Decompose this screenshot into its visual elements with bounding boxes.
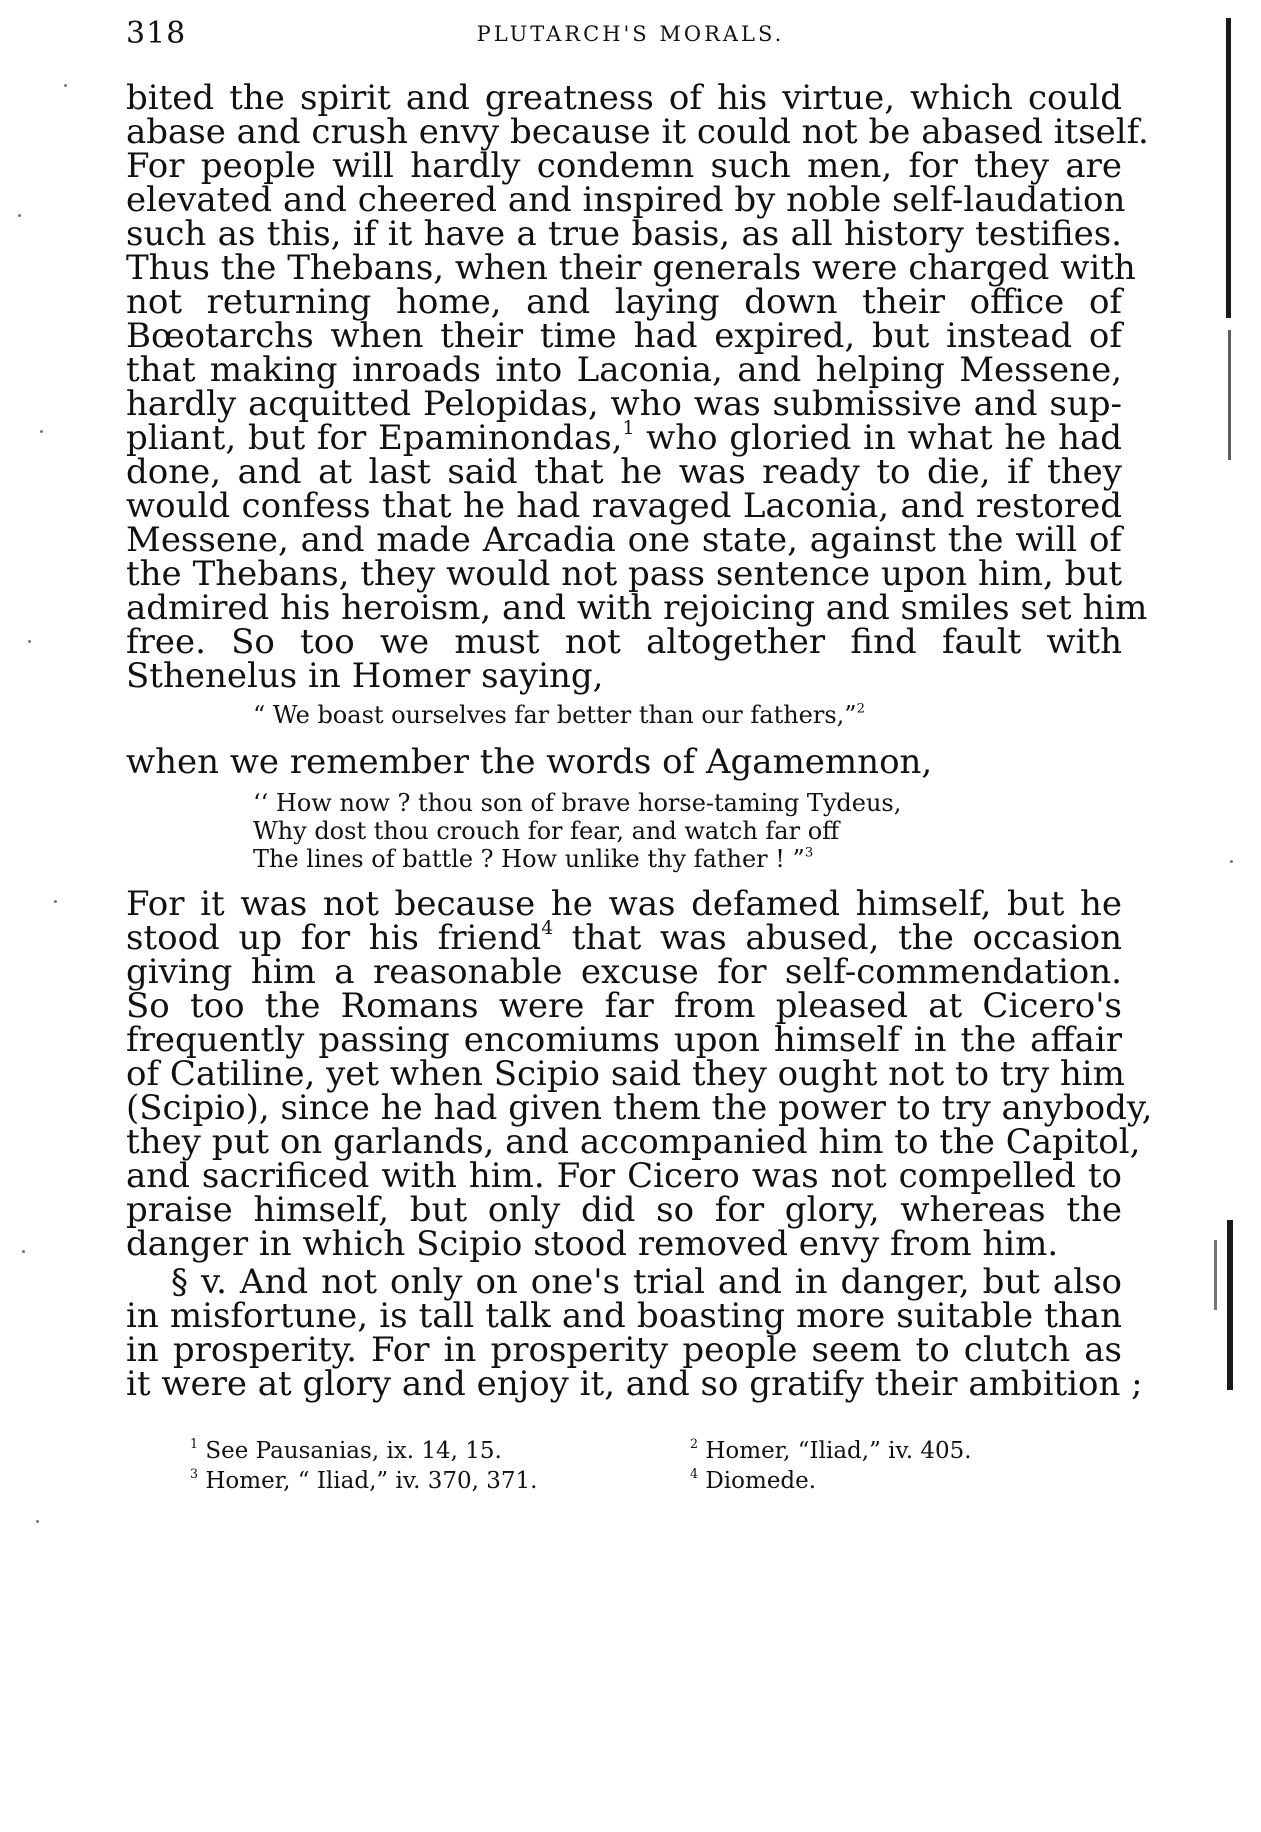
- scan-edge-mark: [1227, 1220, 1233, 1390]
- footnote: [690, 1436, 972, 1466]
- footnote-mark: 3: [190, 1465, 199, 1481]
- footnote-text: Homer, “ Iliad,” iv. 370, 371.: [205, 1468, 538, 1494]
- scan-edge-mark: [1226, 18, 1231, 318]
- text-line: For people will hardly condemn such men, for they are: [126, 146, 1122, 186]
- scan-edge-mark: [1214, 1240, 1217, 1310]
- text-line: the Thebans, they would not pass sentence upon him, but: [126, 554, 1122, 594]
- text-line: such as this, if it have a true basis, as all history testifies.: [126, 214, 1122, 254]
- text-line: abase and crush envy because it could not be abased itself.: [126, 112, 1149, 152]
- scan-speck: [54, 900, 57, 903]
- text-line: Sthenelus in Homer saying,: [126, 656, 604, 696]
- scan-speck: [28, 640, 31, 643]
- text-line: frequently passing encomiums upon himself in the affair: [126, 1020, 1122, 1060]
- text-line: would confess that he had ravaged Laconia, and restored: [126, 486, 1122, 526]
- running-head: PLUTARCH'S MORALS.: [476, 22, 785, 46]
- footnote: [190, 1436, 502, 1466]
- scan-speck: [18, 214, 21, 217]
- text-line: bited the spirit and greatness of his virtue, which could: [126, 78, 1122, 118]
- scan-speck: [64, 84, 67, 87]
- footnote-mark: 4: [690, 1465, 699, 1481]
- block-quote-line: [253, 844, 813, 874]
- footnote: [690, 1466, 816, 1496]
- scan-speck: [40, 430, 43, 433]
- scan-speck: [22, 1250, 25, 1253]
- quote-text: “ We boast ourselves far better than our fathers,”: [253, 701, 857, 729]
- block-quote-line: [253, 700, 865, 730]
- text-line: Bœotarchs when their time had expired, but instead of: [126, 316, 1122, 356]
- quote-text: The lines of battle ? How unlike thy father ! ”: [253, 845, 805, 873]
- footnote-text: Diomede.: [705, 1468, 817, 1494]
- footnote-ref-3: 3: [804, 845, 814, 861]
- text-line: So too the Romans were far from pleased at Cicero's: [126, 986, 1122, 1026]
- text-line: in misfortune, is tall talk and boasting more suitable than: [126, 1296, 1122, 1336]
- text-segment: that was abused, the occasion: [553, 918, 1123, 958]
- text-segment: who gloried in what he had: [634, 418, 1123, 458]
- scan-speck: [1230, 860, 1233, 863]
- text-line: done, and at last said that he was ready to die, if they: [126, 452, 1122, 492]
- scan-speck: [36, 1520, 39, 1523]
- scan-edge-mark: [1228, 330, 1231, 460]
- text-line: giving him a reasonable excuse for self-commendation.: [126, 952, 1122, 992]
- block-quote-line: Why dost thou crouch for fear, and watch far off: [253, 817, 840, 845]
- text-line: (Scipio), since he had given them the power to try anybody,: [126, 1088, 1153, 1128]
- text-line: and sacrificed with him. For Cicero was not compelled to: [126, 1156, 1122, 1196]
- footnote: [190, 1466, 537, 1496]
- text-line: when we remember the words of Agamemnon,: [126, 742, 933, 782]
- text-line: that making inroads into Laconia, and helping Messene,: [126, 350, 1122, 390]
- text-line: Messene, and made Arcadia one state, against the will of: [126, 520, 1122, 560]
- text-line: free. So too we must not altogether find fault with: [126, 622, 1122, 662]
- text-line: hardly acquitted Pelopidas, who was submissive and sup-: [126, 384, 1122, 424]
- text-segment: stood up for his friend: [126, 918, 542, 958]
- footnote-mark: 2: [690, 1435, 699, 1451]
- footnote-ref-4: 4: [541, 918, 554, 940]
- page-number: 318: [126, 16, 187, 51]
- footnote-text: Homer, “Iliad,” iv. 405.: [705, 1438, 972, 1464]
- text-line: elevated and cheered and inspired by noble self-laudation: [126, 180, 1126, 220]
- footnote-ref-2: 2: [856, 701, 865, 717]
- footnote-text: See Pausanias, ix. 14, 15.: [205, 1438, 502, 1464]
- text-line: For it was not because he was defamed himself, but he: [126, 884, 1122, 924]
- text-line: danger in which Scipio stood removed envy from him.: [126, 1224, 1059, 1264]
- text-line: they put on garlands, and accompanied him to the Capitol,: [126, 1122, 1141, 1162]
- section-heading-line: § v. And not only on one's trial and in danger, but also: [171, 1262, 1122, 1302]
- footnote-ref-1: 1: [622, 418, 635, 440]
- text-line: not returning home, and laying down their office of: [126, 282, 1122, 322]
- text-segment: pliant, but for Epaminondas,: [126, 418, 623, 458]
- footnote-mark: 1: [190, 1435, 199, 1451]
- text-line: it were at glory and enjoy it, and so gratify their ambition ;: [126, 1364, 1143, 1404]
- text-line: of Catiline, yet when Scipio said they ought not to try him: [126, 1054, 1125, 1094]
- text-line: in prosperity. For in prosperity people seem to clutch as: [126, 1330, 1122, 1370]
- text-line: admired his heroism, and with rejoicing and smiles set him: [126, 588, 1148, 628]
- text-line: praise himself, but only did so for glory, whereas the: [126, 1190, 1122, 1230]
- block-quote-line: ‘‘ How now ? thou son of brave horse-taming Tydeus,: [253, 789, 902, 817]
- text-line: Thus the Thebans, when their generals were charged with: [126, 248, 1136, 288]
